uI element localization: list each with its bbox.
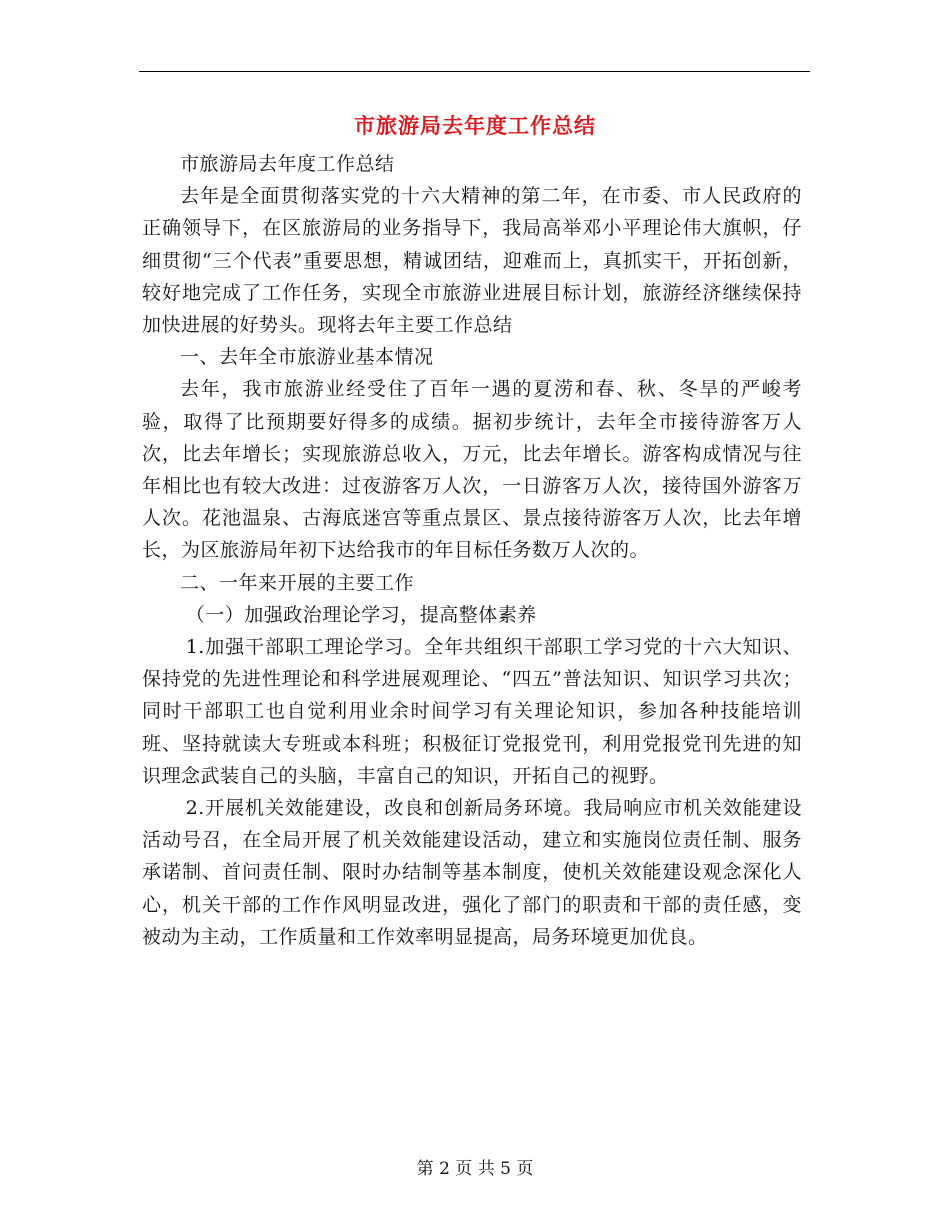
paragraph-item-1: 1.加强干部职工理论学习。全年共组织干部职工学习党的十六大知识、保持党的先进性理论和科学进展观理论、“四五”普法知识、知识学习共次；同时干部职工也自觉利用业余时间学习有关理论知识，参加各种技能培训班、坚持就读大专班或本科班；积极征订党报党刊，利用党报党刊先进的知识理念武装自己的头脑，丰富自己的知识，开拓自己的视野。 xyxy=(142,636,802,787)
paragraph-intro: 去年是全面贯彻落实党的十六大精神的第二年，在市委、市人民政府的正确领导下，在区旅游局的业务指导下，我局高举邓小平理论伟大旗帜，仔细贯彻“三个代表”重要思想，精诚团结，迎难而上，真抓实干，开拓创新，较好地完成了工作任务，实现全市旅游业进展目标计划，旅游经济继续保持加快进展的好势头。现将去年主要工作总结 xyxy=(142,185,802,337)
paragraph-subtitle: 市旅游局去年度工作总结 xyxy=(180,153,395,175)
section-heading-2: 二、一年来开展的主要工作 xyxy=(180,571,415,594)
paragraph-item-2: 2.开展机关效能建设，改良和创新局务环境。我局响应市机关效能建设活动号召，在全局开展了机关效能建设活动，建立和实施岗位责任制、服务承诺制、首问责任制、限时办结制等基本制度，使机关效能建设观念深化人心，机关干部的工作作风明显改进，强化了部门的职责和干部的责任感，变被动为主动，工作质量和工作效率明显提高，局务环境更加优良。 xyxy=(142,797,802,948)
document-body xyxy=(142,148,802,953)
section-heading-1: 一、去年全市旅游业基本情况 xyxy=(180,346,434,369)
paragraph-overview: 去年，我市旅游业经受住了百年一遇的夏涝和春、秋、冬旱的严峻考验，取得了比预期要好得多的成绩。据初步统计，去年全市接待游客万人次，比去年增长；实现旅游总收入，万元，比去年增长。游客构成情况与往年相比也有较大改进：过夜游客万人次，一日游客万人次，接待国外游客万人次。花池温泉、古海底迷宫等重点景区、景点接待游客万人次，比去年增长，为区旅游局年初下达给我市的年目标任务数万人次的。 xyxy=(142,378,802,562)
document-title: 市旅游局去年度工作总结 xyxy=(354,113,596,138)
subsection-heading-1: （一）加强政治理论学习，提高整体素养 xyxy=(185,603,537,626)
page-number: 第 2 页 共 5 页 xyxy=(416,1159,534,1179)
header-rule xyxy=(139,71,810,72)
